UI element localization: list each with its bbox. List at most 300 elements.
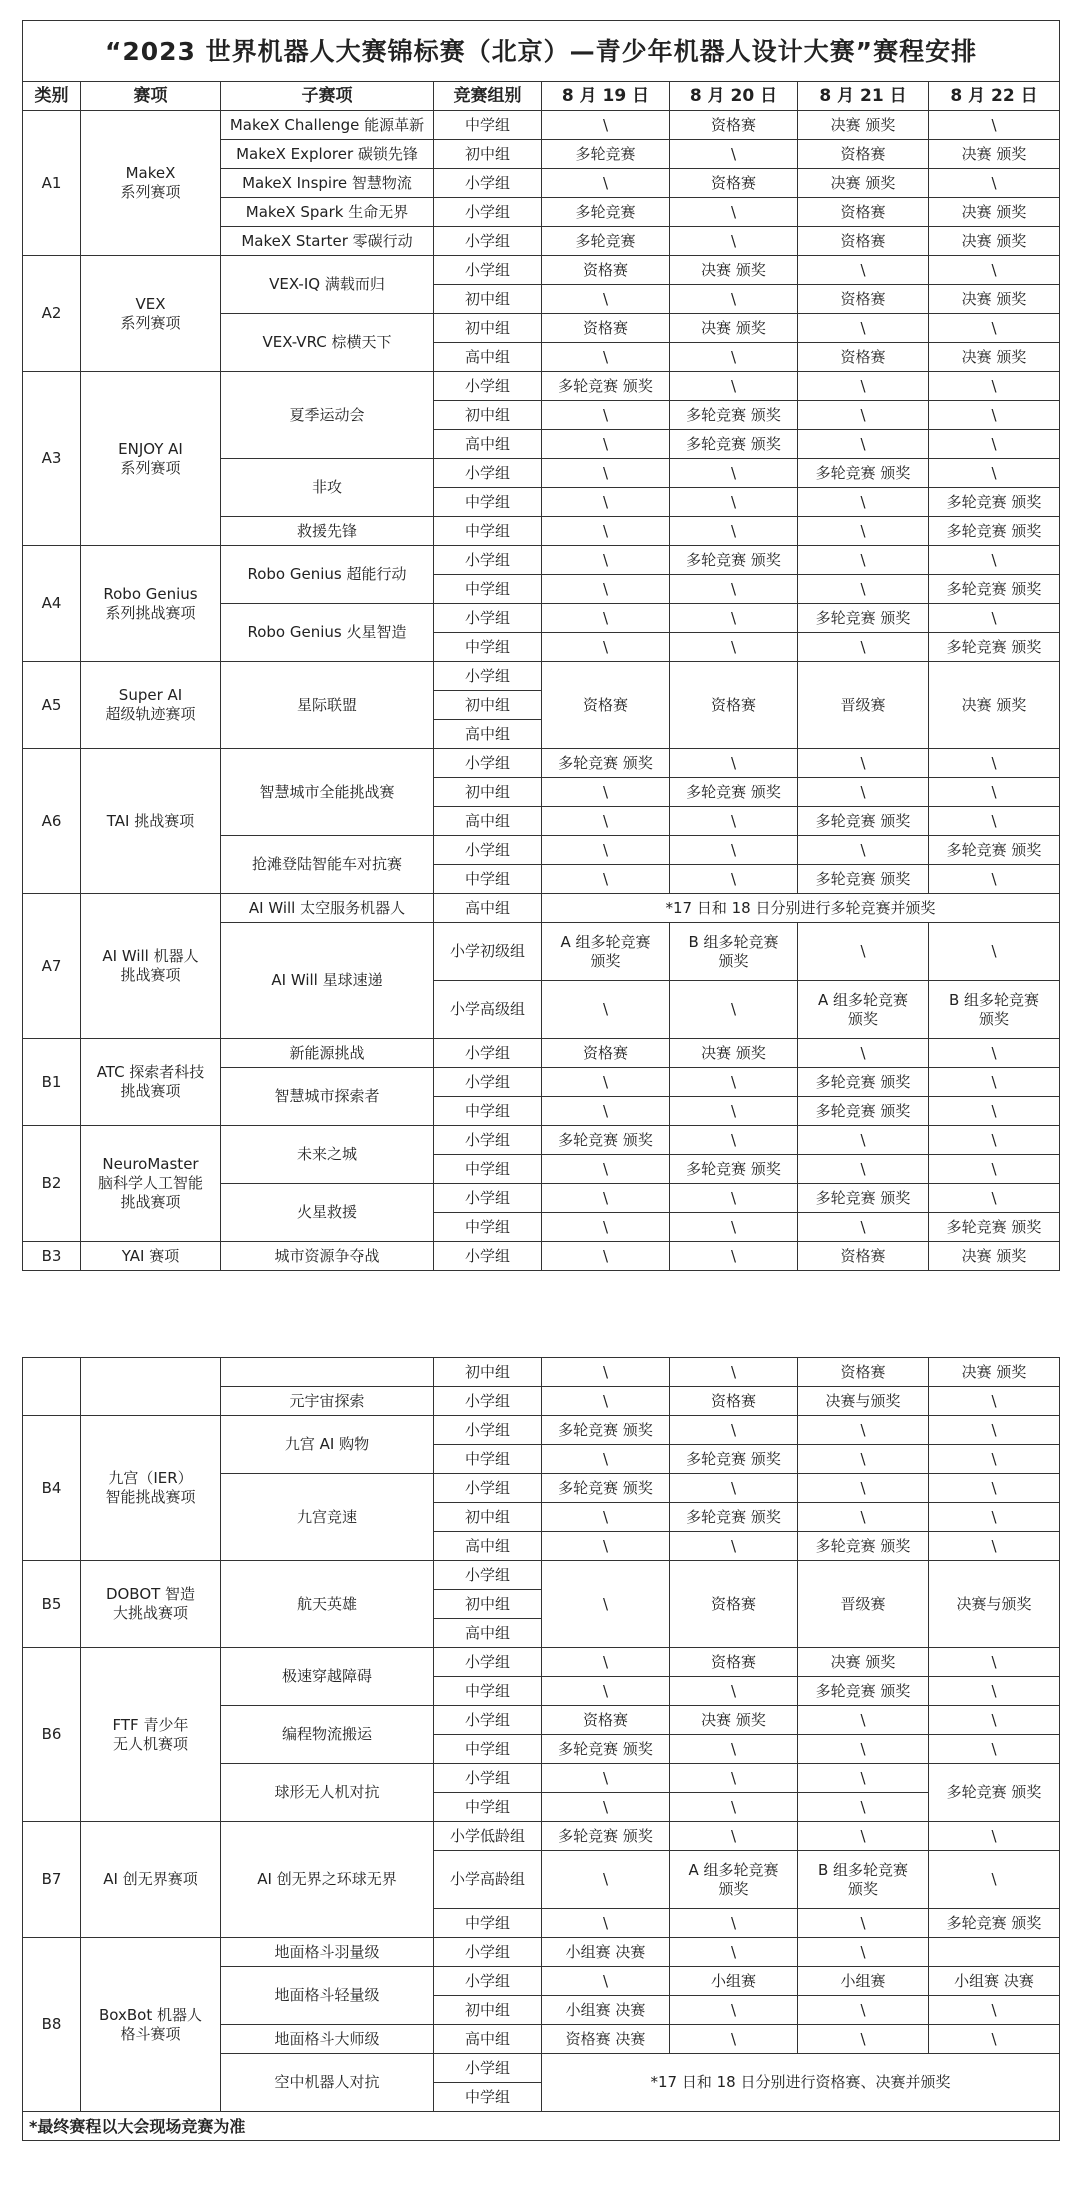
table-cell: \ xyxy=(670,198,798,227)
table-cell: 中学组 xyxy=(434,865,542,894)
table-cell: \ xyxy=(798,778,929,807)
table-cell: 小学高龄组 xyxy=(434,1851,542,1909)
table-cell: 资格赛 xyxy=(798,1358,929,1387)
table-cell: \ xyxy=(542,1213,670,1242)
table-cell: 资格赛 xyxy=(542,314,670,343)
table-cell: \ xyxy=(542,1155,670,1184)
table-cell xyxy=(81,1358,221,1416)
table-cell: \ xyxy=(670,1793,798,1822)
table-cell: \ xyxy=(542,1068,670,1097)
table-cell: \ xyxy=(670,865,798,894)
table-cell: 多轮竞赛 颁奖 xyxy=(798,1068,929,1097)
table-cell: 多轮竞赛 颁奖 xyxy=(670,1445,798,1474)
table-cell: \ xyxy=(542,1764,670,1793)
table-cell: 城市资源争夺战 xyxy=(221,1242,434,1271)
table-cell: \ xyxy=(670,1938,798,1967)
table-cell: 中学组 xyxy=(434,1735,542,1764)
table-cell: 晋级赛 xyxy=(798,1561,929,1648)
table-cell: 小学组 xyxy=(434,1387,542,1416)
table-cell: 小组赛 决赛 xyxy=(542,1938,670,1967)
table-cell: B 组多轮竞赛 颁奖 xyxy=(929,981,1060,1039)
table-body-part-1 xyxy=(23,111,1060,1271)
table-cell: 决赛 颁奖 xyxy=(670,256,798,285)
table-cell: \ xyxy=(929,1706,1060,1735)
table-cell: A4 xyxy=(23,546,81,662)
table-cell: \ xyxy=(798,2025,929,2054)
table-cell: 决赛 颁奖 xyxy=(929,285,1060,314)
table-cell: VEX-IQ 满载而归 xyxy=(221,256,434,314)
table-cell: 小学组 xyxy=(434,1126,542,1155)
table-cell: 资格赛 xyxy=(670,169,798,198)
table-cell: \ xyxy=(670,1242,798,1271)
table-cell: \ xyxy=(542,1561,670,1648)
table-cell: 多轮竞赛 颁奖 xyxy=(670,546,798,575)
table-cell: \ xyxy=(670,1097,798,1126)
table-cell: 小学组 xyxy=(434,459,542,488)
table-cell: 多轮竞赛 颁奖 xyxy=(929,836,1060,865)
table-cell: B8 xyxy=(23,1938,81,2112)
table-cell: B 组多轮竞赛 颁奖 xyxy=(798,1851,929,1909)
table-cell: \ xyxy=(542,1677,670,1706)
table-cell: AI 创无界赛项 xyxy=(81,1822,221,1938)
table-cell: VEX 系列赛项 xyxy=(81,256,221,372)
footnote: *最终赛程以大会现场竞赛为准 xyxy=(23,2112,1060,2141)
table-cell: \ xyxy=(929,604,1060,633)
table-cell: \ xyxy=(798,1822,929,1851)
table-cell: \ xyxy=(542,1967,670,1996)
table-row xyxy=(23,372,1060,401)
header-aug-22: 8 月 22 日 xyxy=(929,82,1060,111)
table-cell: 决赛与颁奖 xyxy=(929,1561,1060,1648)
table-cell: VEX-VRC 棕横天下 xyxy=(221,314,434,372)
table-cell: \ xyxy=(542,1532,670,1561)
table-cell: 初中组 xyxy=(434,1590,542,1619)
table-cell: \ xyxy=(929,256,1060,285)
table-cell: \ xyxy=(929,1474,1060,1503)
table-cell: 火星救援 xyxy=(221,1184,434,1242)
table-cell: 资格赛 xyxy=(670,1387,798,1416)
table-cell: \ xyxy=(670,836,798,865)
table-cell: 多轮竞赛 颁奖 xyxy=(798,1184,929,1213)
table-cell: Robo Genius 火星智造 xyxy=(221,604,434,662)
table-cell: 小学组 xyxy=(434,749,542,778)
table-cell: \ xyxy=(929,430,1060,459)
table-cell: \ xyxy=(929,1416,1060,1445)
table-cell: 中学组 xyxy=(434,488,542,517)
table-cell: 小学组 xyxy=(434,546,542,575)
table-cell: 小学组 xyxy=(434,1184,542,1213)
table-cell: 决赛与颁奖 xyxy=(798,1387,929,1416)
table-cell: A1 xyxy=(23,111,81,256)
table-cell: \ xyxy=(798,749,929,778)
table-cell: 初中组 xyxy=(434,140,542,169)
table-cell: 决赛 颁奖 xyxy=(929,662,1060,749)
table-cell: \ xyxy=(929,1851,1060,1909)
table-cell: \ xyxy=(542,604,670,633)
header-group: 竞赛组别 xyxy=(434,82,542,111)
table-cell: 地面格斗羽量级 xyxy=(221,1938,434,1967)
table-cell: \ xyxy=(798,1503,929,1532)
table-cell: \ xyxy=(929,1822,1060,1851)
table-cell: 决赛 颁奖 xyxy=(929,198,1060,227)
table-cell: \ xyxy=(929,865,1060,894)
table-cell: 多轮竞赛 颁奖 xyxy=(798,865,929,894)
table-cell: A6 xyxy=(23,749,81,894)
table-cell: 资格赛 xyxy=(798,1242,929,1271)
table-cell: 多轮竞赛 颁奖 xyxy=(542,1735,670,1764)
table-cell: 小学组 xyxy=(434,1967,542,1996)
table-cell: 小学高级组 xyxy=(434,981,542,1039)
table-cell: \ xyxy=(929,1996,1060,2025)
table-cell: MakeX Explorer 碳锁先锋 xyxy=(221,140,434,169)
table-cell: 决赛 颁奖 xyxy=(798,111,929,140)
header-category: 类别 xyxy=(23,82,81,111)
table-cell: 多轮竞赛 xyxy=(542,198,670,227)
table-row xyxy=(23,1822,1060,1851)
table-cell: 小学组 xyxy=(434,836,542,865)
table-cell: 初中组 xyxy=(434,691,542,720)
table-cell: 决赛 颁奖 xyxy=(929,1242,1060,1271)
table-cell: MakeX Challenge 能源革新 xyxy=(221,111,434,140)
table-cell: A7 xyxy=(23,894,81,1039)
table-cell: \ xyxy=(798,1909,929,1938)
table-cell: 多轮竞赛 颁奖 xyxy=(929,517,1060,546)
table-cell: *17 日和 18 日分别进行多轮竞赛并颁奖 xyxy=(542,894,1060,923)
table-cell: 初中组 xyxy=(434,1358,542,1387)
table-cell: 中学组 xyxy=(434,1213,542,1242)
table-cell: \ xyxy=(929,401,1060,430)
table-cell: \ xyxy=(798,633,929,662)
table-cell: AI 创无界之环球无界 xyxy=(221,1822,434,1938)
table-cell: 中学组 xyxy=(434,1677,542,1706)
table-cell: 决赛 颁奖 xyxy=(929,1358,1060,1387)
table-cell: \ xyxy=(798,923,929,981)
table-cell: 高中组 xyxy=(434,807,542,836)
table-cell: \ xyxy=(670,981,798,1039)
table-cell: A3 xyxy=(23,372,81,546)
table-cell: \ xyxy=(929,1068,1060,1097)
table-cell: 多轮竞赛 颁奖 xyxy=(798,1677,929,1706)
table-cell: \ xyxy=(929,372,1060,401)
table-cell: \ xyxy=(929,1126,1060,1155)
table-cell: 元宇宙探索 xyxy=(221,1387,434,1416)
table-cell: 高中组 xyxy=(434,720,542,749)
table-cell: TAI 挑战赛项 xyxy=(81,749,221,894)
table-row xyxy=(23,894,1060,923)
table-cell: ENJOY AI 系列赛项 xyxy=(81,372,221,546)
table-cell: 未来之城 xyxy=(221,1126,434,1184)
table-cell: \ xyxy=(542,981,670,1039)
table-cell: 中学组 xyxy=(434,633,542,662)
table-cell: \ xyxy=(542,1648,670,1677)
table-cell: A 组多轮竞赛 颁奖 xyxy=(542,923,670,981)
table-cell: \ xyxy=(670,1822,798,1851)
table-cell: \ xyxy=(798,1416,929,1445)
table-cell: 小学初级组 xyxy=(434,923,542,981)
table-cell: \ xyxy=(929,778,1060,807)
table-cell: 智慧城市全能挑战赛 xyxy=(221,749,434,836)
table-cell: 决赛 颁奖 xyxy=(929,140,1060,169)
table-cell: \ xyxy=(542,459,670,488)
table-cell: 决赛 颁奖 xyxy=(798,1648,929,1677)
table-cell: 决赛 颁奖 xyxy=(929,343,1060,372)
table-cell: \ xyxy=(670,517,798,546)
table-cell xyxy=(221,1358,434,1387)
table-cell: MakeX Spark 生命无界 xyxy=(221,198,434,227)
table-cell: A2 xyxy=(23,256,81,372)
table-cell: 中学组 xyxy=(434,2083,542,2112)
table-cell: 资格赛 xyxy=(670,662,798,749)
table-cell: 小组赛 xyxy=(798,1967,929,1996)
table-cell: 小学组 xyxy=(434,1648,542,1677)
header-event: 赛项 xyxy=(81,82,221,111)
table-cell: \ xyxy=(929,1155,1060,1184)
table-cell: \ xyxy=(929,2025,1060,2054)
table-cell: 中学组 xyxy=(434,1097,542,1126)
table-cell: 初中组 xyxy=(434,1996,542,2025)
table-cell: \ xyxy=(929,1503,1060,1532)
table-cell: 多轮竞赛 颁奖 xyxy=(798,807,929,836)
table-cell: 小学组 xyxy=(434,198,542,227)
table-cell: \ xyxy=(670,1909,798,1938)
table-cell: 夏季运动会 xyxy=(221,372,434,459)
header-sub-event: 子赛项 xyxy=(221,82,434,111)
table-cell: \ xyxy=(929,546,1060,575)
table-cell: 高中组 xyxy=(434,430,542,459)
table-cell: \ xyxy=(798,1445,929,1474)
table-cell: B 组多轮竞赛 颁奖 xyxy=(670,923,798,981)
table-cell: 多轮竞赛 颁奖 xyxy=(542,1126,670,1155)
table-cell: \ xyxy=(542,1358,670,1387)
table-cell: \ xyxy=(542,1097,670,1126)
table-cell: \ xyxy=(929,1097,1060,1126)
table-cell: 小学组 xyxy=(434,1764,542,1793)
table-cell: \ xyxy=(542,836,670,865)
table-cell: 救援先锋 xyxy=(221,517,434,546)
table-cell: 初中组 xyxy=(434,285,542,314)
table-cell: \ xyxy=(670,1532,798,1561)
table-cell: \ xyxy=(670,1677,798,1706)
table-cell: \ xyxy=(929,1387,1060,1416)
table-cell: AI Will 机器人 挑战赛项 xyxy=(81,894,221,1039)
table-row xyxy=(23,1126,1060,1155)
table-cell: 空中机器人对抗 xyxy=(221,2054,434,2112)
table-cell: 多轮竞赛 xyxy=(542,140,670,169)
table-cell: \ xyxy=(798,575,929,604)
table-cell: AI Will 太空服务机器人 xyxy=(221,894,434,923)
table-cell: B5 xyxy=(23,1561,81,1648)
table-cell: 多轮竞赛 颁奖 xyxy=(798,604,929,633)
table-cell: \ xyxy=(670,372,798,401)
table-cell: Super AI 超级轨迹赛项 xyxy=(81,662,221,749)
table-cell: \ xyxy=(542,285,670,314)
table-row xyxy=(23,749,1060,778)
table-cell: \ xyxy=(542,169,670,198)
table-cell: \ xyxy=(798,1213,929,1242)
table-cell: 高中组 xyxy=(434,1619,542,1648)
table-cell: 小学组 xyxy=(434,1242,542,1271)
table-cell: YAI 赛项 xyxy=(81,1242,221,1271)
table-cell: \ xyxy=(670,575,798,604)
table-cell: 小学组 xyxy=(434,1938,542,1967)
table-cell: 资格赛 xyxy=(542,256,670,285)
table-cell: \ xyxy=(542,1793,670,1822)
table-cell: \ xyxy=(670,749,798,778)
table-cell: 资格赛 xyxy=(670,1648,798,1677)
table-cell: 航天英雄 xyxy=(221,1561,434,1648)
table-cell: \ xyxy=(542,575,670,604)
table-cell: 资格赛 xyxy=(798,227,929,256)
table-cell: 小学组 xyxy=(434,1561,542,1590)
table-row xyxy=(23,1938,1060,1967)
table-cell: 晋级赛 xyxy=(798,662,929,749)
table-cell: 地面格斗大师级 xyxy=(221,2025,434,2054)
table-cell: \ xyxy=(542,633,670,662)
table-cell: 资格赛 xyxy=(542,1039,670,1068)
table-cell: \ xyxy=(670,227,798,256)
table-cell: \ xyxy=(929,169,1060,198)
table-cell xyxy=(23,1358,81,1416)
table-row xyxy=(23,1561,1060,1590)
table-cell: 多轮竞赛 颁奖 xyxy=(798,1532,929,1561)
table-cell: 小组赛 决赛 xyxy=(929,1967,1060,1996)
table-cell: \ xyxy=(798,372,929,401)
table-cell: \ xyxy=(670,1184,798,1213)
table-cell: 小学组 xyxy=(434,1416,542,1445)
table-cell: 中学组 xyxy=(434,1155,542,1184)
table-cell: 多轮竞赛 颁奖 xyxy=(670,1503,798,1532)
table-cell: \ xyxy=(929,459,1060,488)
table-cell: \ xyxy=(542,1184,670,1213)
table-cell: 九宫竞速 xyxy=(221,1474,434,1561)
table-cell: \ xyxy=(929,1184,1060,1213)
table-cell: 智慧城市探索者 xyxy=(221,1068,434,1126)
table-cell: 多轮竞赛 颁奖 xyxy=(670,778,798,807)
table-cell: A 组多轮竞赛 颁奖 xyxy=(670,1851,798,1909)
table-cell: \ xyxy=(798,1706,929,1735)
table-cell: \ xyxy=(670,140,798,169)
table-cell: 高中组 xyxy=(434,2025,542,2054)
table-cell: B2 xyxy=(23,1126,81,1242)
table-cell: 多轮竞赛 颁奖 xyxy=(542,1416,670,1445)
table-cell: 新能源挑战 xyxy=(221,1039,434,1068)
table-cell: 小学组 xyxy=(434,1068,542,1097)
table-cell: 小学组 xyxy=(434,604,542,633)
table-cell: A 组多轮竞赛 颁奖 xyxy=(798,981,929,1039)
table-cell: B1 xyxy=(23,1039,81,1126)
table-cell: 小学组 xyxy=(434,2054,542,2083)
table-cell: \ xyxy=(670,1213,798,1242)
table-cell: 初中组 xyxy=(434,1503,542,1532)
table-cell: \ xyxy=(542,778,670,807)
table-row xyxy=(23,256,1060,285)
table-cell: AI Will 星球速递 xyxy=(221,923,434,1039)
table-cell: 高中组 xyxy=(434,1532,542,1561)
table-cell: 小组赛 决赛 xyxy=(542,1996,670,2025)
table-cell: 多轮竞赛 颁奖 xyxy=(929,1909,1060,1938)
table-cell: 决赛 颁奖 xyxy=(670,1706,798,1735)
table-cell: \ xyxy=(670,604,798,633)
table-cell: 决赛 颁奖 xyxy=(798,169,929,198)
table-cell: \ xyxy=(798,1155,929,1184)
table-cell: 高中组 xyxy=(434,343,542,372)
table-cell: *17 日和 18 日分别进行资格赛、决赛并颁奖 xyxy=(542,2054,1060,2112)
table-cell: \ xyxy=(670,2025,798,2054)
table-cell: \ xyxy=(542,1851,670,1909)
table-row xyxy=(23,546,1060,575)
table-cell: \ xyxy=(929,1039,1060,1068)
table-cell: \ xyxy=(798,1474,929,1503)
table-cell: 小学组 xyxy=(434,372,542,401)
table-cell: 多轮竞赛 颁奖 xyxy=(670,430,798,459)
table-cell: 抢滩登陆智能车对抗赛 xyxy=(221,836,434,894)
table-cell: 小学组 xyxy=(434,1474,542,1503)
table-cell: A5 xyxy=(23,662,81,749)
table-cell: 高中组 xyxy=(434,894,542,923)
table-cell: 多轮竞赛 颁奖 xyxy=(542,1822,670,1851)
table-cell: \ xyxy=(929,1532,1060,1561)
table-cell xyxy=(929,1938,1060,1967)
table-cell: \ xyxy=(929,807,1060,836)
table-cell: \ xyxy=(929,1735,1060,1764)
table-cell: \ xyxy=(929,1677,1060,1706)
table-cell: 中学组 xyxy=(434,1793,542,1822)
table-cell: B6 xyxy=(23,1648,81,1822)
table-cell: \ xyxy=(798,488,929,517)
table-cell: 中学组 xyxy=(434,517,542,546)
table-cell: \ xyxy=(670,488,798,517)
table-cell: \ xyxy=(670,633,798,662)
table-cell: \ xyxy=(670,1996,798,2025)
table-cell: 多轮竞赛 颁奖 xyxy=(929,1764,1060,1822)
table-cell: \ xyxy=(542,865,670,894)
table-cell: \ xyxy=(929,314,1060,343)
table-cell: \ xyxy=(798,1764,929,1793)
table-cell: 资格赛 决赛 xyxy=(542,2025,670,2054)
table-cell: \ xyxy=(670,1416,798,1445)
table-cell: \ xyxy=(798,314,929,343)
table-cell: 资格赛 xyxy=(542,1706,670,1735)
table-cell: MakeX Inspire 智慧物流 xyxy=(221,169,434,198)
table-row xyxy=(23,662,1060,691)
table-cell: \ xyxy=(798,517,929,546)
table-cell: \ xyxy=(542,401,670,430)
table-cell: 小组赛 xyxy=(670,1967,798,1996)
table-cell: \ xyxy=(798,1735,929,1764)
table-cell: \ xyxy=(670,807,798,836)
table-cell: 资格赛 xyxy=(542,662,670,749)
table-row xyxy=(23,1358,1060,1387)
table-cell: \ xyxy=(542,1445,670,1474)
table-cell: 球形无人机对抗 xyxy=(221,1764,434,1822)
schedule-table-part-1 xyxy=(22,20,1060,1271)
table-cell: \ xyxy=(929,1648,1060,1677)
table-cell: 决赛 颁奖 xyxy=(929,227,1060,256)
table-cell: \ xyxy=(542,1503,670,1532)
table-cell: \ xyxy=(542,430,670,459)
table-cell: \ xyxy=(542,546,670,575)
table-cell: \ xyxy=(670,1068,798,1097)
table-cell: \ xyxy=(670,1735,798,1764)
schedule-table-part-2 xyxy=(22,1357,1060,2141)
table-cell: \ xyxy=(798,1996,929,2025)
table-cell: 多轮竞赛 颁奖 xyxy=(929,633,1060,662)
table-cell: \ xyxy=(542,807,670,836)
table-cell: \ xyxy=(670,1764,798,1793)
table-cell: 中学组 xyxy=(434,111,542,140)
table-cell: 小学低龄组 xyxy=(434,1822,542,1851)
table-cell: 资格赛 xyxy=(798,343,929,372)
